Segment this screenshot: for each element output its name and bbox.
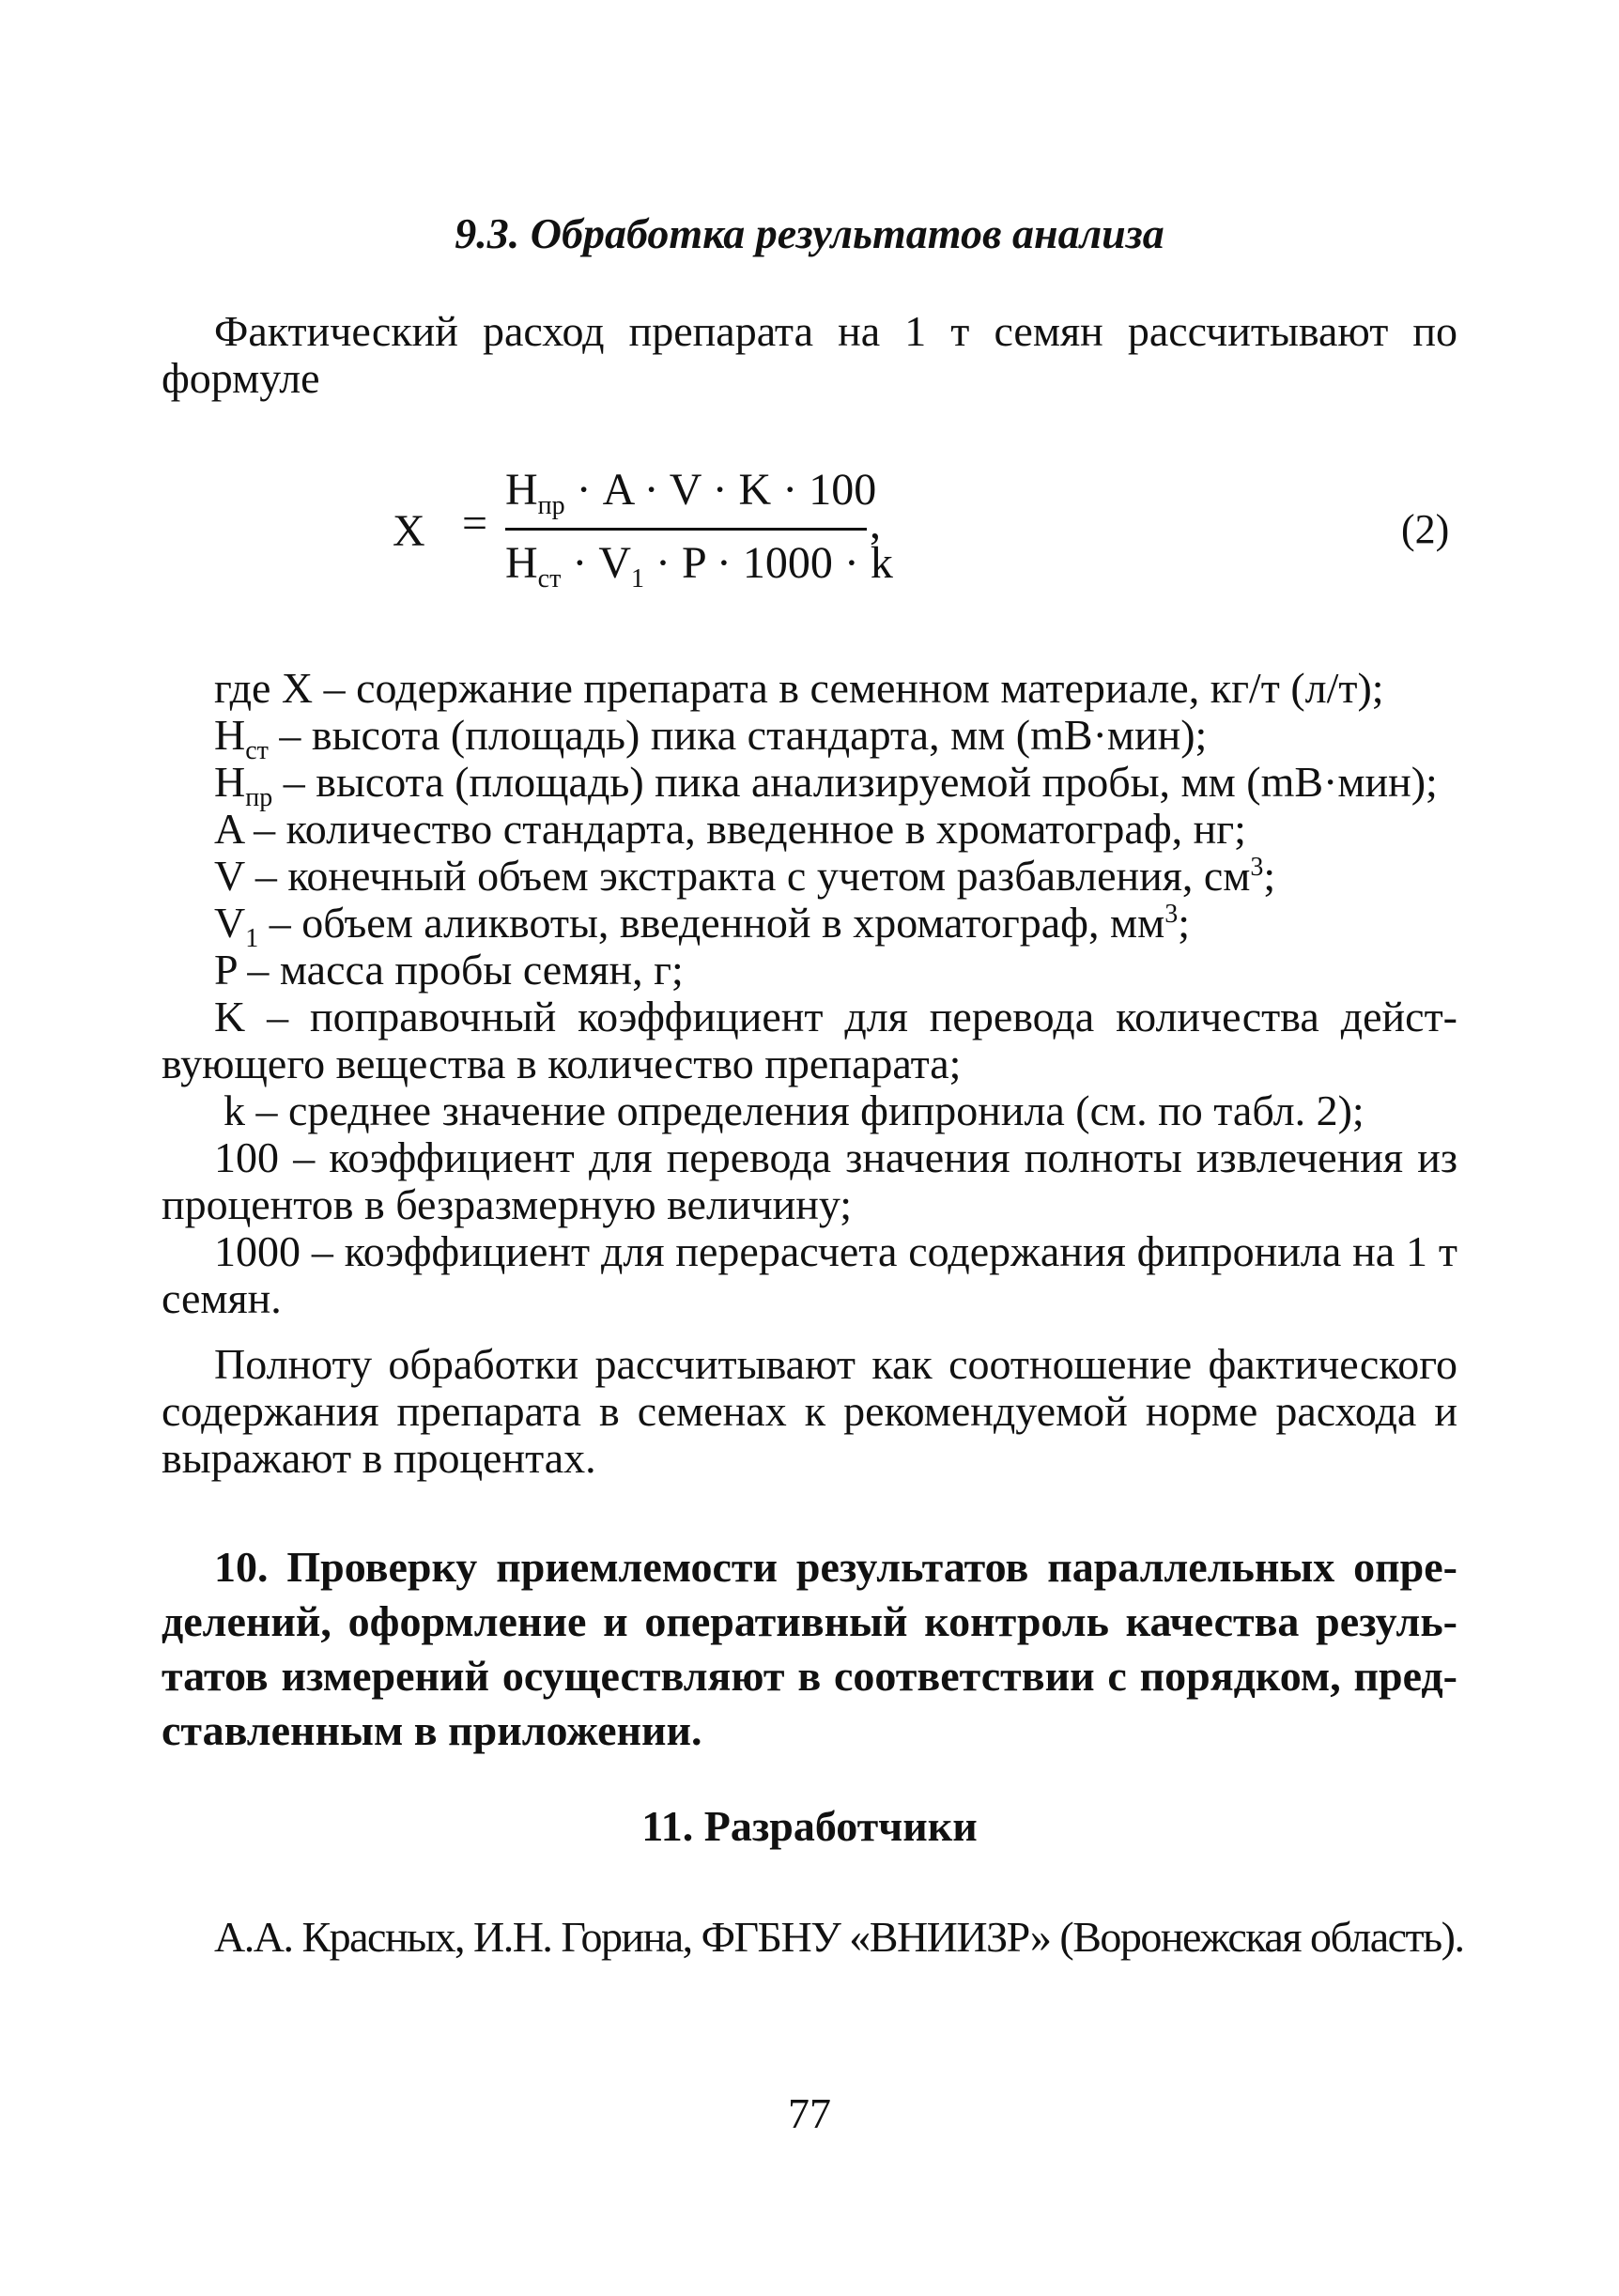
- definition-v: [214, 853, 1275, 900]
- denominator-h: H: [505, 538, 538, 588]
- numerator-h: H: [505, 465, 538, 515]
- definition-p: P – масса пробы семян, г;: [214, 946, 684, 994]
- denominator-v-subscript: 1: [631, 564, 644, 593]
- intro-line-2: формуле: [162, 354, 320, 402]
- denominator-rest: · P · 1000 · k: [655, 538, 893, 588]
- symbol: V: [214, 899, 246, 947]
- definition-x: где X – содержание препарата в семенном материале, кг/т (л/т);: [214, 664, 1384, 712]
- completeness-line-1: Полноту обработки рассчитывают как соотношение фактического: [214, 1340, 1457, 1388]
- section10-line-3: татов измерений осуществляют в соответствии с порядком, пред-: [162, 1652, 1457, 1700]
- section11-title: 11. Разработчики: [641, 1802, 978, 1850]
- definition-k-line-1: K – поправочный коэффициент для перевода количества дейст-: [214, 993, 1457, 1040]
- superscript: 3: [1250, 853, 1264, 882]
- denominator-v: · V: [572, 538, 631, 588]
- definition-a: A – количество стандарта, введенное в хроматограф, нг;: [214, 805, 1246, 853]
- definition-1000-line-1: 1000 – коэффициент для перерасчета содержания фипронила на 1 т: [214, 1227, 1457, 1275]
- numerator-h-subscript: пр: [537, 491, 565, 520]
- denominator-h-subscript: ст: [537, 564, 562, 593]
- definition-k-line-2: вующего вещества в количество препарата;: [162, 1040, 962, 1087]
- completeness-line-2: содержания препарата в семенах к рекомендуемой норме расхода и: [162, 1387, 1457, 1435]
- page-number: 77: [788, 2089, 831, 2137]
- definition-100-line-1: 100 – коэффициент для перевода значения полноты извлечения из: [214, 1133, 1457, 1181]
- intro-line-1: Фактический расход препарата на 1 т семян рассчитывают по: [214, 307, 1457, 355]
- numerator-rest: · A · V · K · 100: [576, 465, 877, 515]
- definition-end: ;: [1263, 852, 1276, 900]
- completeness-line-3: выражают в процентах.: [162, 1434, 596, 1482]
- formula-number: (2): [1401, 506, 1450, 552]
- definition-end: ;: [1178, 899, 1190, 947]
- symbol-subscript: ст: [245, 736, 269, 765]
- definition-text: – высота (площадь) пика стандарта, мм (mB·мин);: [268, 711, 1208, 759]
- formula-comma: ,: [870, 499, 881, 548]
- symbol: H: [214, 711, 246, 759]
- section10-line-2: делений, оформление и оперативный контроль качества резуль-: [162, 1597, 1457, 1645]
- symbol: H: [214, 758, 246, 806]
- section10-line-4: ставленным в приложении.: [162, 1706, 702, 1754]
- definition-k-small: k – среднее значение определения фипронила (см. по табл. 2);: [224, 1086, 1365, 1134]
- symbol-subscript: 1: [245, 924, 259, 953]
- definition-text: – высота (площадь) пика анализируемой пробы, мм (mB·мин);: [272, 758, 1438, 806]
- section-title: 9.3. Обработка результатов анализа: [455, 209, 1164, 257]
- definition-100-line-2: процентов в безразмерную величину;: [162, 1180, 853, 1228]
- definition-text: V – конечный объем экстракта с учетом разбавления, см: [214, 852, 1251, 900]
- formula-equals: =: [462, 499, 488, 548]
- section10-line-1: 10. Проверку приемлемости результатов параллельных опре-: [214, 1543, 1457, 1591]
- formula-lhs: X: [393, 506, 425, 556]
- formula-numerator: [505, 464, 876, 521]
- symbol-subscript: пр: [245, 783, 273, 812]
- formula-denominator: [505, 537, 893, 594]
- fraction-bar: [505, 528, 867, 531]
- definition-text: – объем аликвоты, введенной в хроматограф, мм: [258, 899, 1165, 947]
- superscript: 3: [1164, 900, 1179, 929]
- definition-1000-line-2: семян.: [162, 1274, 282, 1322]
- developers: А.А. Красных, И.Н. Горина, ФГБНУ «ВНИИЗР» (Воронежская область).: [214, 1913, 1464, 1961]
